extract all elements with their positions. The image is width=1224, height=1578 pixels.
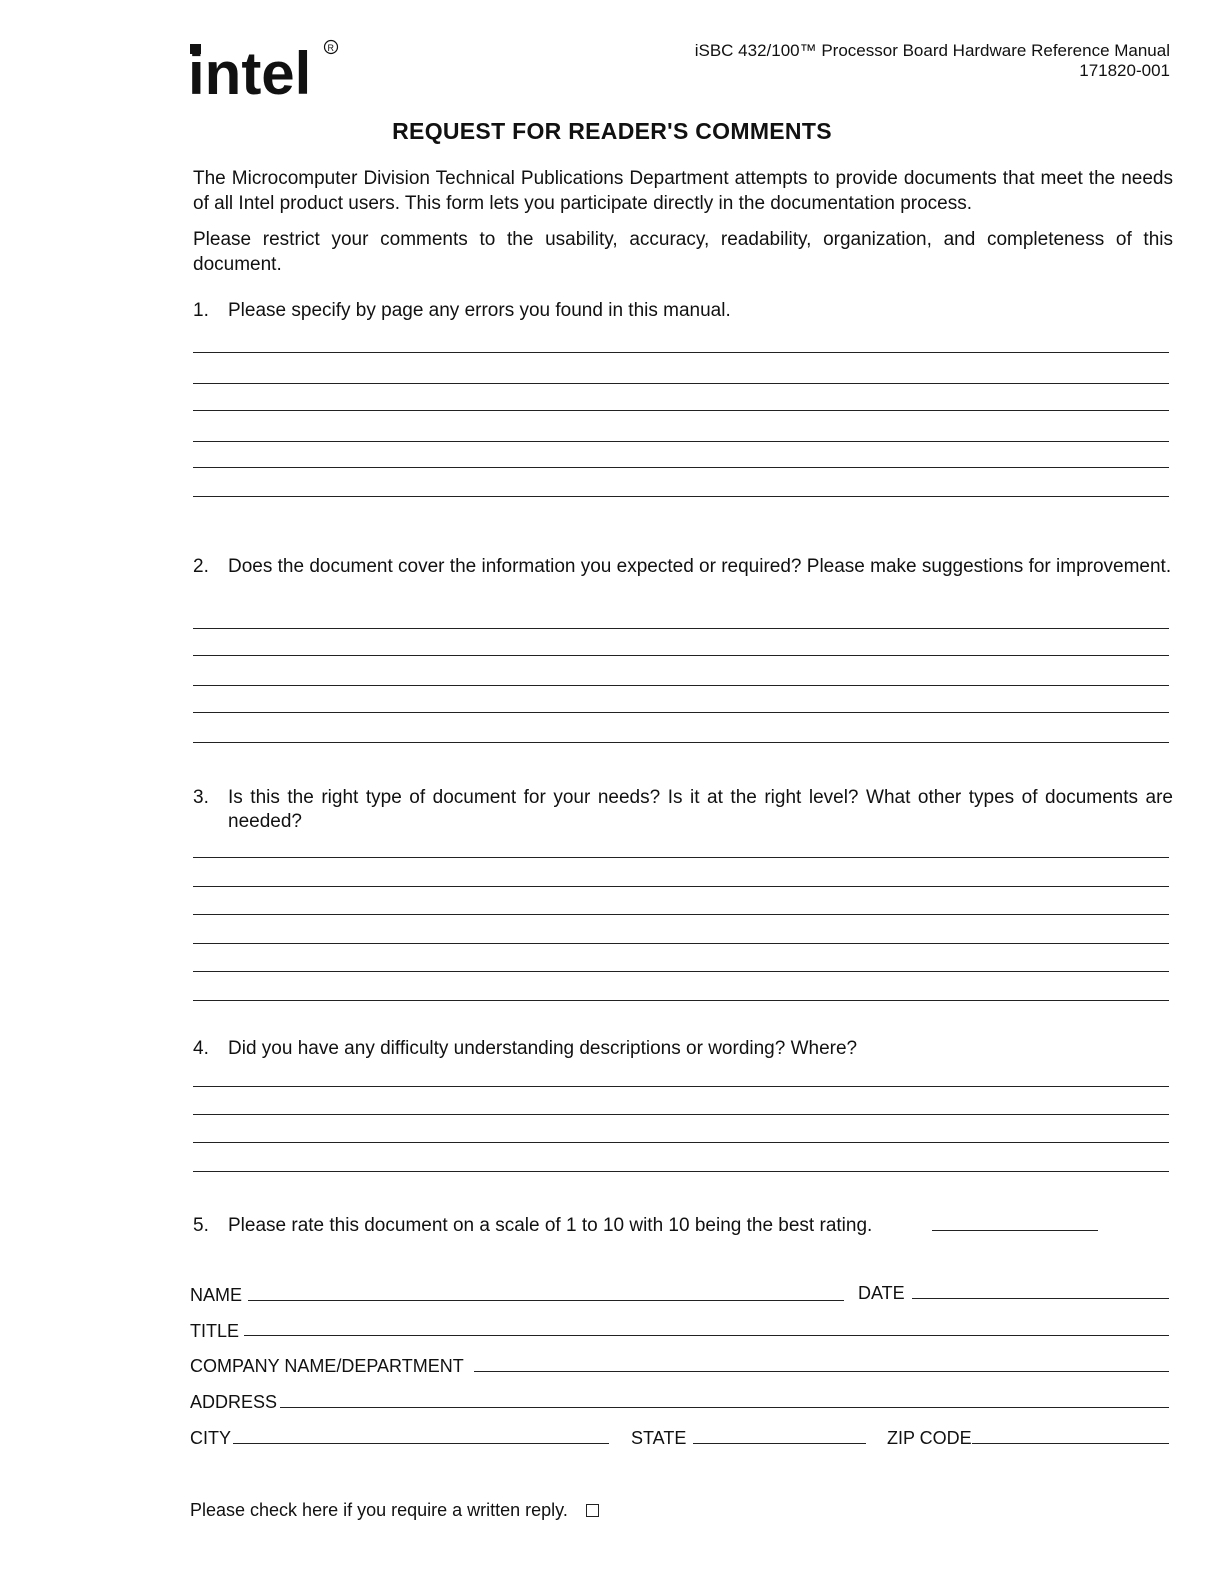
answer-line[interactable] bbox=[193, 1086, 1169, 1087]
answer-line[interactable] bbox=[193, 1000, 1169, 1001]
name-label: NAME bbox=[190, 1285, 243, 1305]
state-input-line[interactable] bbox=[693, 1443, 866, 1444]
intro-paragraph-1: The Microcomputer Division Technical Publications Department attempts to provide documents that meet the needs of all Intel product users. This form lets you participate directly in the documentation process. bbox=[193, 168, 1173, 214]
answer-line[interactable] bbox=[193, 352, 1169, 353]
company-label: COMPANY NAME/DEPARTMENT bbox=[190, 1356, 464, 1376]
answer-line[interactable] bbox=[193, 857, 1169, 858]
date-input-line[interactable] bbox=[912, 1298, 1169, 1299]
address-input-line[interactable] bbox=[280, 1407, 1169, 1408]
city-input-line[interactable] bbox=[233, 1443, 609, 1444]
answer-line[interactable] bbox=[193, 685, 1169, 686]
answer-line[interactable] bbox=[193, 742, 1169, 743]
form-title: REQUEST FOR READER'S COMMENTS bbox=[392, 118, 832, 144]
answer-line[interactable] bbox=[193, 1114, 1169, 1115]
answer-line[interactable] bbox=[193, 886, 1169, 887]
reply-request bbox=[190, 1499, 599, 1521]
svg-text:R: R bbox=[327, 43, 334, 53]
answer-line[interactable] bbox=[193, 496, 1169, 497]
question-1 bbox=[193, 299, 1173, 323]
question-number: 4. bbox=[193, 1038, 209, 1059]
reply-checkbox[interactable] bbox=[586, 1504, 599, 1517]
answer-line[interactable] bbox=[193, 914, 1169, 915]
state-label: STATE bbox=[631, 1428, 687, 1448]
question-text: Does the document cover the information you expected or required? Please make suggestions for improvement. bbox=[228, 556, 1172, 577]
logo-text: intel bbox=[188, 40, 312, 107]
answer-line[interactable] bbox=[193, 383, 1169, 384]
question-text: Did you have any difficulty understanding descriptions or wording? Where? bbox=[228, 1038, 858, 1059]
answer-line[interactable] bbox=[193, 1142, 1169, 1143]
document-header bbox=[695, 41, 1170, 81]
document-number: 171820-001 bbox=[1079, 61, 1170, 80]
zip-input-line[interactable] bbox=[972, 1443, 1169, 1444]
company-input-line[interactable] bbox=[474, 1371, 1169, 1372]
answer-line[interactable] bbox=[193, 712, 1169, 713]
reply-prompt: Please check here if you require a written reply. bbox=[190, 1500, 568, 1520]
question-number: 2. bbox=[193, 556, 209, 577]
question-5 bbox=[193, 1214, 933, 1238]
answer-line[interactable] bbox=[193, 628, 1169, 629]
question-number: 3. bbox=[193, 787, 209, 808]
answer-line[interactable] bbox=[193, 441, 1169, 442]
manual-title: iSBC 432/100™ Processor Board Hardware Reference Manual bbox=[694, 41, 1170, 60]
question-number: 5. bbox=[193, 1215, 209, 1236]
question-text: Please specify by page any errors you found in this manual. bbox=[228, 300, 731, 321]
rating-input-line[interactable] bbox=[932, 1230, 1098, 1231]
intro-paragraph-2: Please restrict your comments to the usability, accuracy, readability, organization, and completeness of this document. bbox=[193, 229, 1173, 275]
title-label: TITLE bbox=[190, 1321, 240, 1341]
answer-line[interactable] bbox=[193, 1171, 1169, 1172]
title-input-line[interactable] bbox=[244, 1335, 1169, 1336]
city-label: CITY bbox=[190, 1428, 232, 1448]
name-input-line[interactable] bbox=[248, 1300, 844, 1301]
intel-logo bbox=[188, 36, 348, 116]
address-label: ADDRESS bbox=[190, 1392, 278, 1412]
answer-line[interactable] bbox=[193, 943, 1169, 944]
question-text: Is this the right type of document for your needs? Is it at the right level? What other types of documents are needed? bbox=[228, 787, 1173, 832]
question-2 bbox=[193, 555, 1173, 579]
question-4 bbox=[193, 1037, 1173, 1061]
answer-line[interactable] bbox=[193, 655, 1169, 656]
date-label: DATE bbox=[858, 1283, 905, 1303]
question-text: Please rate this document on a scale of 1 to 10 with 10 being the best rating. bbox=[228, 1215, 873, 1236]
question-number: 1. bbox=[193, 300, 209, 321]
answer-line[interactable] bbox=[193, 467, 1169, 468]
zip-label: ZIP CODE bbox=[887, 1428, 972, 1448]
answer-line[interactable] bbox=[193, 971, 1169, 972]
answer-line[interactable] bbox=[193, 410, 1169, 411]
question-3 bbox=[193, 786, 1173, 834]
intel-logo-graphic bbox=[188, 36, 348, 116]
